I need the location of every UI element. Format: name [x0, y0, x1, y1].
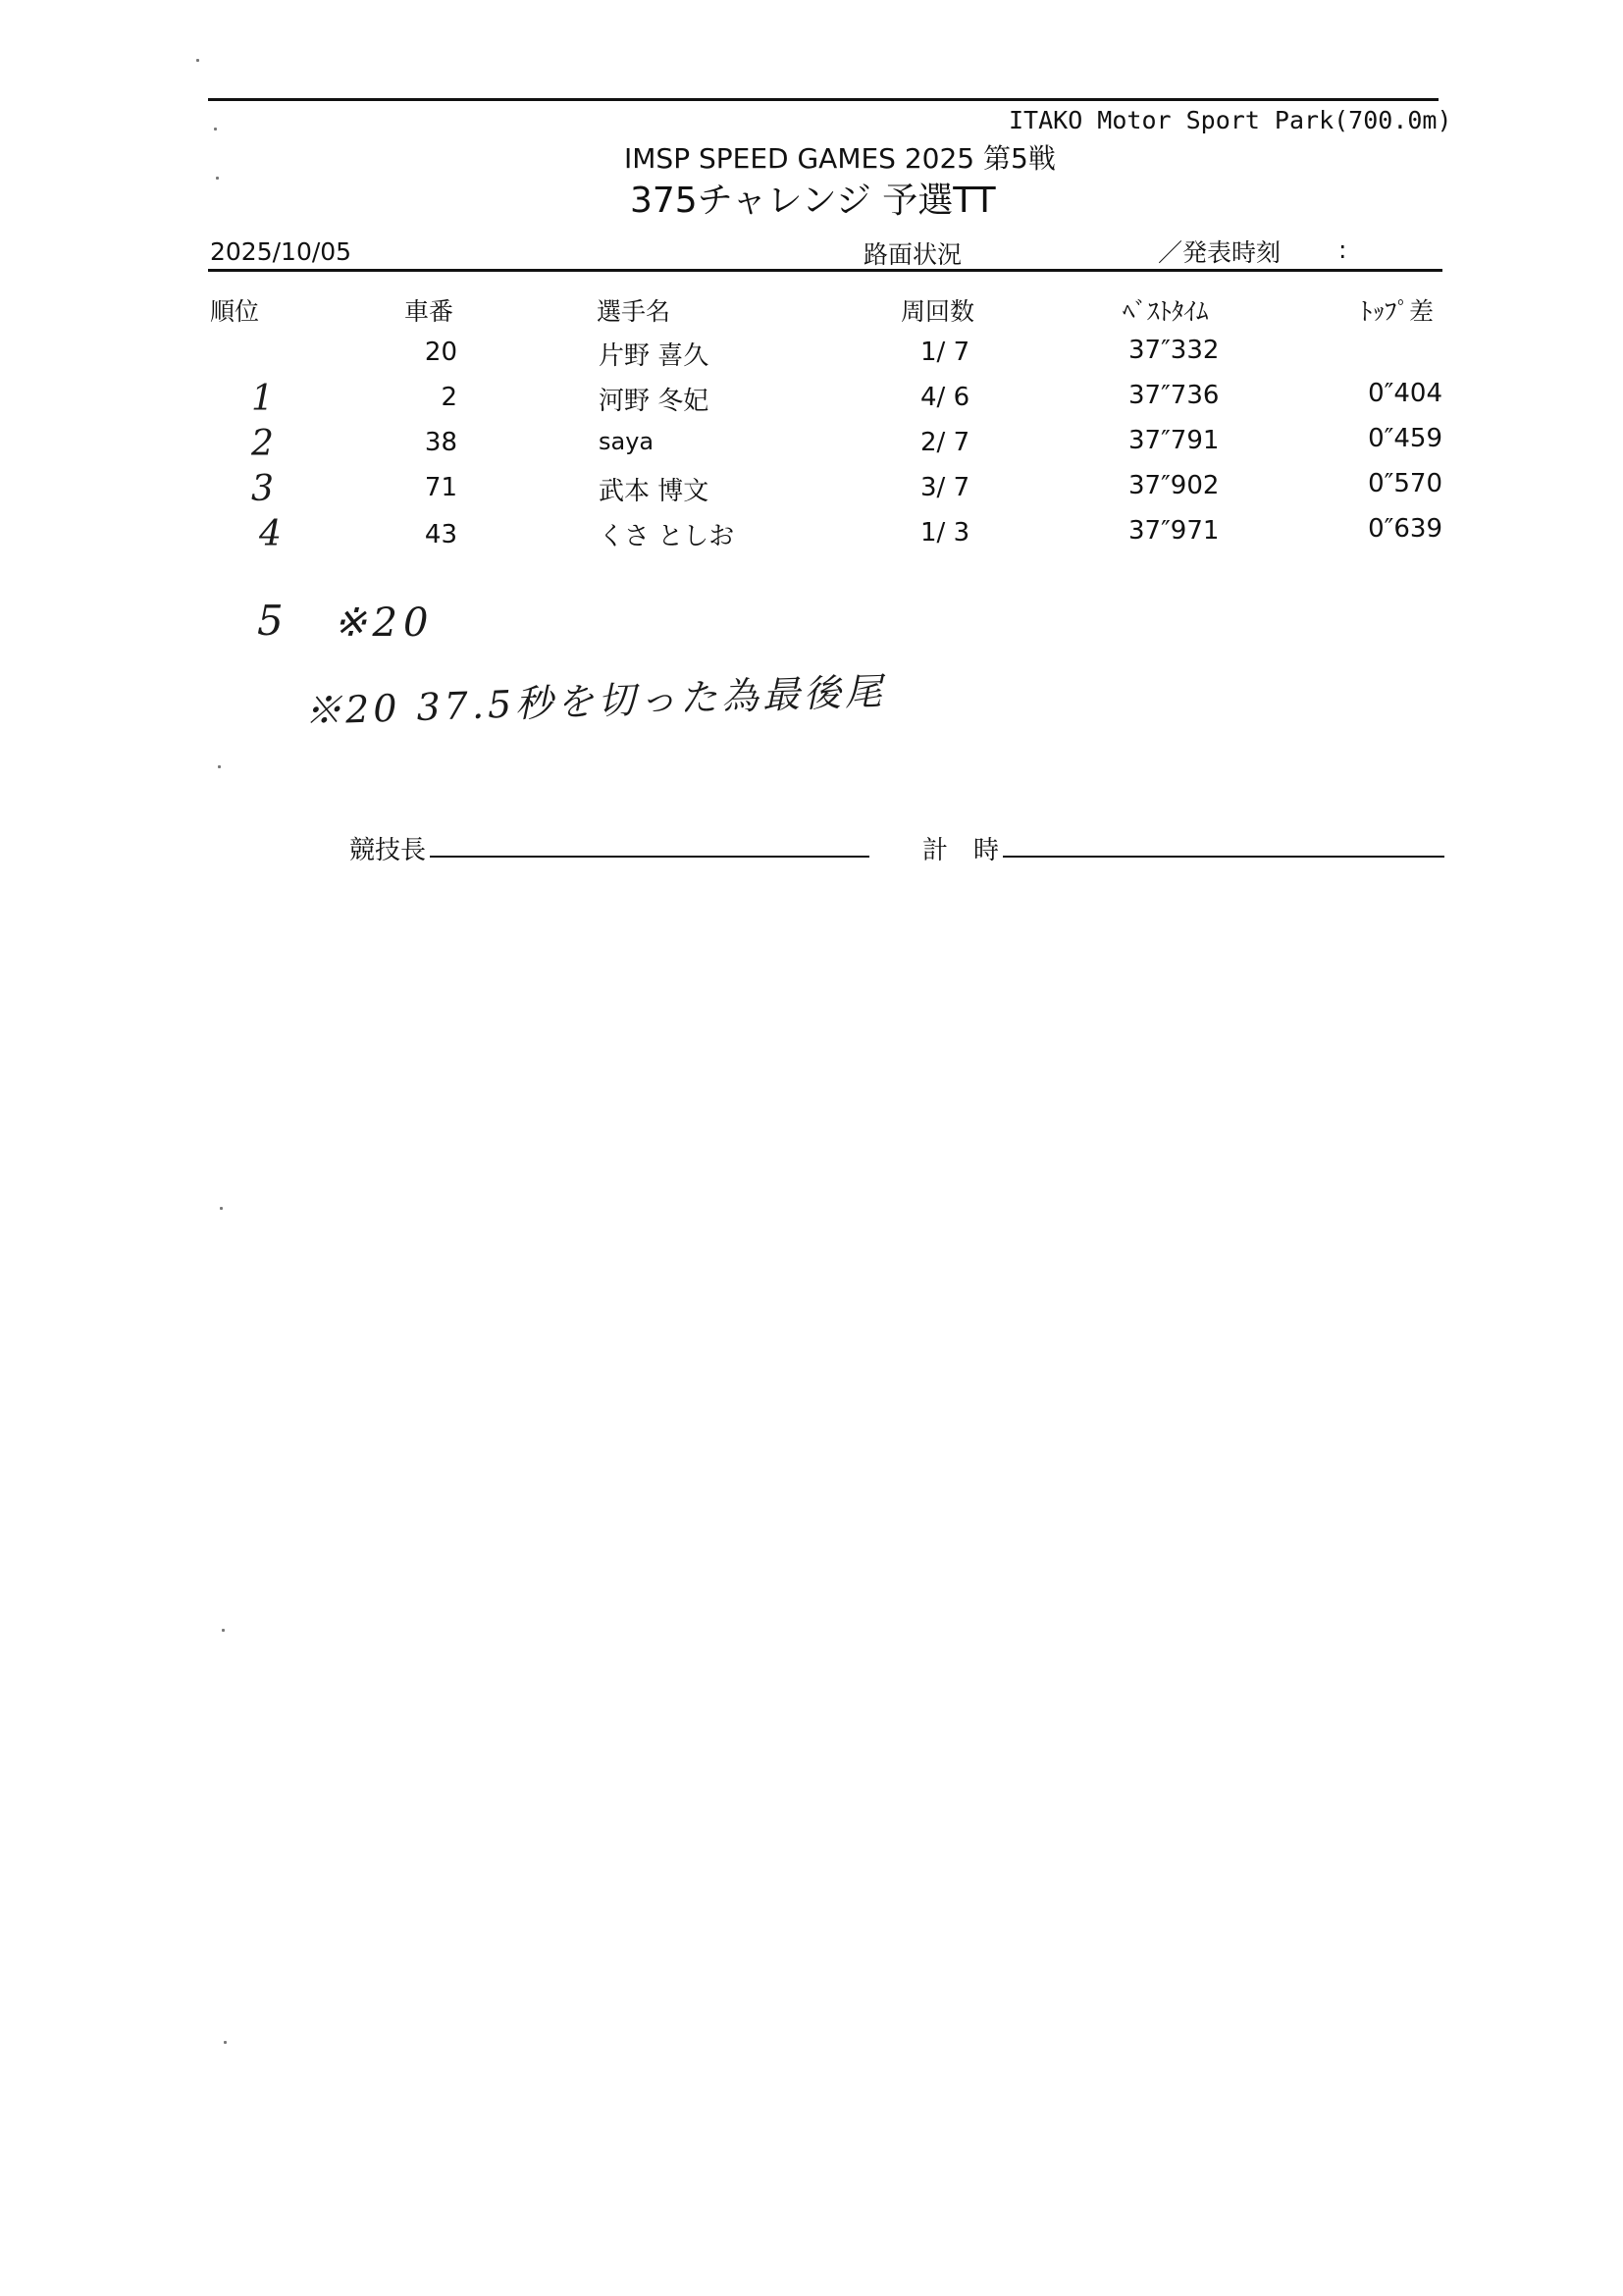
handwritten-note-2: ※20 37.5秒を切った為最後尾 [303, 669, 887, 733]
col-header-car: 車番 [404, 297, 454, 326]
scan-speck [218, 765, 221, 768]
best-time: 37″332 [1128, 336, 1220, 365]
lap-count: 4/ 6 [920, 383, 970, 412]
timekeeper-label: 計 時 [922, 836, 1000, 865]
lap-count: 2/ 7 [920, 428, 970, 457]
best-time: 37″902 [1128, 471, 1220, 500]
scan-speck [216, 177, 219, 180]
scan-speck [220, 1207, 223, 1210]
time-separator: : [1338, 235, 1347, 264]
scan-speck [224, 2041, 227, 2044]
best-time: 37″736 [1128, 381, 1220, 410]
col-header-gap: ﾄｯﾌﾟ差 [1360, 297, 1435, 326]
race-date: 2025/10/05 [210, 237, 352, 266]
car-number: 2 [441, 383, 457, 412]
rider-name: 武本 博文 [599, 477, 709, 506]
top-rule [208, 98, 1439, 101]
lap-count: 1/ 7 [920, 338, 970, 367]
best-time: 37″791 [1128, 426, 1220, 455]
car-number: 38 [424, 428, 457, 457]
col-header-name: 選手名 [597, 297, 671, 326]
rider-name: くさ としお [599, 522, 735, 551]
rank-handwritten: 2 [251, 424, 274, 464]
scan-speck [196, 59, 199, 62]
chief-label: 競技長 [349, 836, 427, 865]
venue-name: ITAKO Motor Sport Park(700.0m) [1009, 106, 1452, 134]
gap-to-top: 0″459 [1368, 424, 1442, 453]
handwritten-rank-5: 5 [257, 597, 284, 645]
lap-count: 1/ 3 [920, 518, 970, 548]
session-title: 375チャレンジ 予選TT [630, 181, 996, 221]
rank-handwritten: 1 [251, 379, 274, 419]
announce-time-label: ／発表時刻 [1158, 238, 1282, 267]
event-name: IMSP SPEED GAMES 2025 第5戦 [624, 142, 1056, 175]
lap-count: 3/ 7 [920, 473, 970, 502]
chief-signature-line [430, 856, 869, 858]
header-rule [208, 269, 1442, 272]
gap-to-top: 0″404 [1368, 379, 1442, 408]
rank-handwritten: 3 [251, 469, 274, 509]
col-header-rank: 順位 [210, 297, 260, 326]
col-header-best: ﾍﾞｽﾄﾀｲﾑ [1123, 297, 1209, 326]
gap-to-top: 0″639 [1368, 514, 1442, 544]
car-number: 71 [424, 473, 457, 502]
rank-handwritten: 4 [259, 514, 282, 554]
car-number: 43 [424, 520, 457, 549]
best-time: 37″971 [1128, 516, 1220, 546]
gap-to-top: 0″570 [1368, 469, 1442, 498]
rider-name: saya [599, 428, 654, 455]
road-condition-label: 路面状況 [864, 240, 963, 269]
rider-name: 片野 喜久 [599, 341, 709, 371]
handwritten-note-1: ※20 [334, 600, 435, 646]
rider-name: 河野 冬妃 [599, 387, 709, 416]
timekeeper-signature-line [1003, 856, 1444, 858]
col-header-laps: 周回数 [901, 297, 975, 326]
scan-speck [222, 1629, 225, 1632]
car-number: 20 [424, 338, 457, 367]
scan-speck [214, 128, 217, 130]
